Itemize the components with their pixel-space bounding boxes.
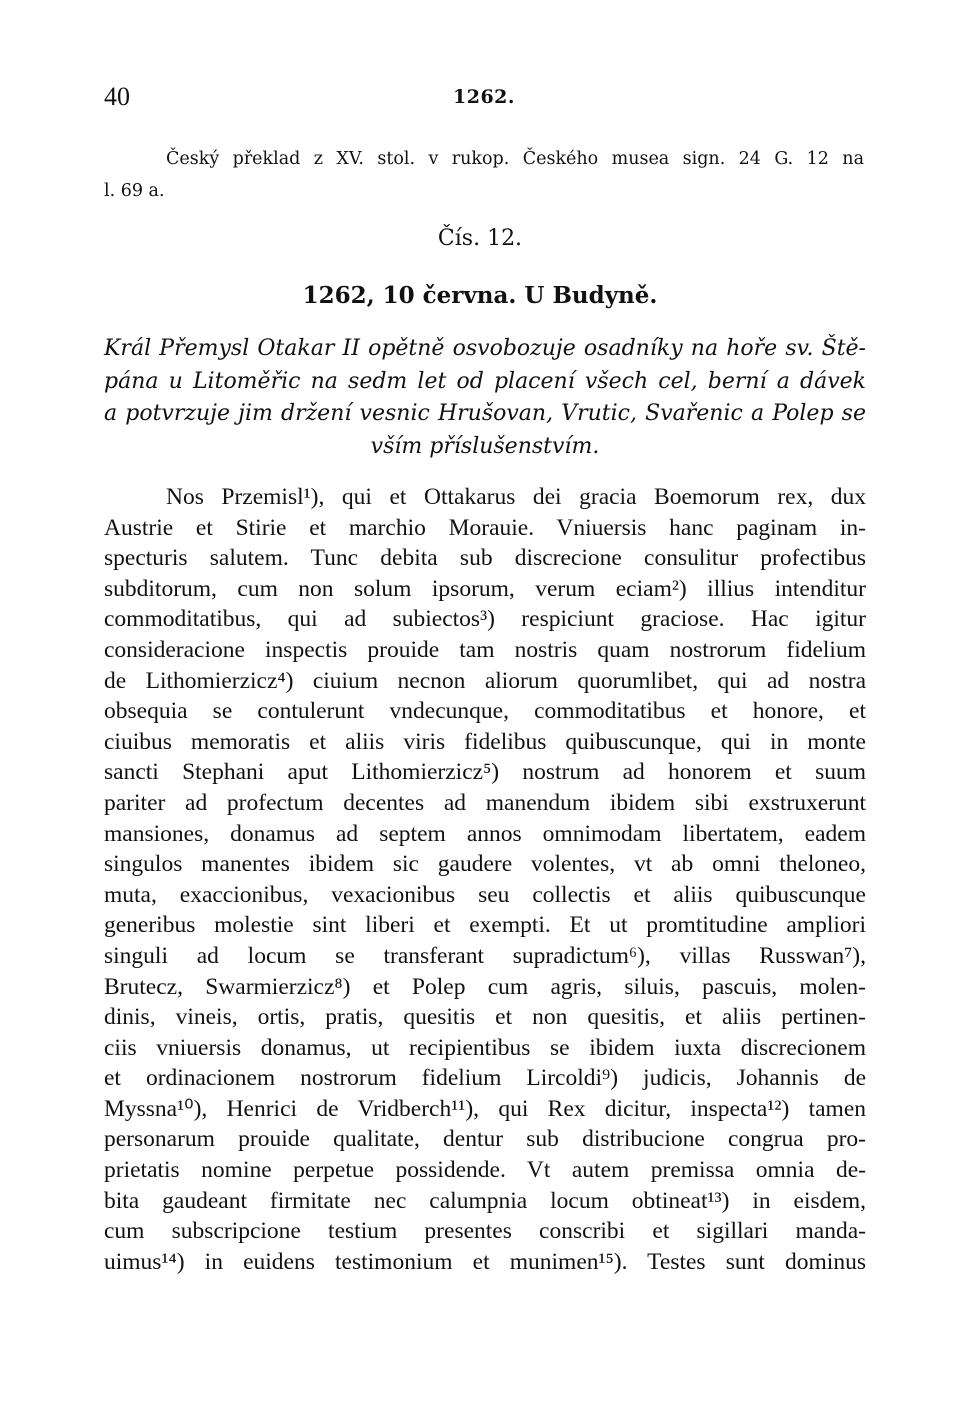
text-line: generibus molestie sint liberi et exempti. Et ut promtitudine ampliori	[104, 912, 866, 939]
regest-line: pána u Litoměřic na sedm let od placení všech cel, berní a dávek	[104, 368, 866, 394]
text-line: specturis salutem. Tunc debita sub discrecione consulitur profectibus	[104, 545, 866, 572]
text-line: uimus¹⁴) in euidens testimonium et munimen¹⁵). Testes sunt dominus	[104, 1248, 866, 1275]
text-line: et ordinacionem nostrorum fidelium Lircoldi⁹) judicis, Johannis de	[104, 1065, 866, 1092]
document-number: Čís. 12.	[437, 226, 523, 251]
text-line: Nos Przemisl¹), qui et Ottakarus dei gracia Boemorum rex, dux	[166, 484, 866, 510]
regest-line: vším příslušenstvím.	[370, 433, 600, 459]
text-line: dinis, vineis, ortis, pratis, quesitis et non quesitis, et aliis pertinen-	[104, 1004, 866, 1031]
text-line: singulos manentes ibidem sic gaudere volentes, vt ab omni theloneo,	[104, 851, 866, 878]
regest-line: Král Přemysl Otakar II opětně osvobozuje osadníky na hoře sv. Ště-	[104, 336, 866, 361]
text-line: ciis vniuersis donamus, ut recipientibus se ibidem iuxta discrecionem	[104, 1034, 866, 1061]
source-note	[104, 143, 864, 207]
charter-text	[104, 482, 866, 1277]
text-line: cum subscripcione testium presentes conscribi et sigillari manda-	[104, 1218, 866, 1245]
text-line: ciuibus memoratis et aliis viris fidelibus quibuscunque, qui in monte	[104, 728, 866, 755]
text-line: sancti Stephani aput Lithomierzicz⁵) nostrum ad honorem et suum	[104, 759, 866, 786]
text-line: subditorum, cum non solum ipsorum, verum eciam²) illius intenditur	[104, 575, 866, 602]
text-line: mansiones, donamus ad septem annos omnimodam libertatem, eadem	[104, 820, 866, 847]
source-note-line: l. 69 a.	[104, 181, 165, 201]
text-line: commoditatibus, qui ad subiectos³) respiciunt graciose. Hac igitur	[104, 606, 866, 633]
text-line: Brutecz, Swarmierzicz⁸) et Polep cum agris, siluis, pascuis, molen-	[104, 973, 866, 1000]
running-head: 1262.	[453, 86, 515, 108]
regest-line: a potvrzuje jim držení vesnic Hrušovan, Vrutic, Svařenic a Polep se	[104, 401, 866, 427]
text-line: Myssna¹⁰), Henrici de Vridberch¹¹), qui Rex dicitur, inspecta¹²) tamen	[104, 1095, 866, 1122]
text-line: personarum prouide qualitate, dentur sub distribucione congrua pro-	[104, 1126, 866, 1153]
text-line: prietatis nomine perpetue possidende. Vt autem premissa omnia de-	[104, 1157, 866, 1184]
page-number: 40	[104, 82, 130, 111]
document-date-heading: 1262, 10 června. U Budyně.	[302, 282, 658, 309]
text-line: obsequia se contulerunt vndecunque, commoditatibus et honore, et	[104, 698, 866, 725]
text-line: bita gaudeant firmitate nec calumpnia locum obtineat¹³) in eisdem,	[104, 1187, 866, 1214]
text-line: singuli ad locum se transferant supradictum⁶), villas Russwan⁷),	[104, 942, 866, 969]
text-line: muta, exaccionibus, vexacionibus seu collectis et aliis quibuscunque	[104, 881, 866, 908]
source-note-line: Český překlad z XV. stol. v rukop. Českého musea sign. 24 G. 12 na	[166, 149, 864, 169]
text-line: de Lithomierzicz⁴) ciuium necnon aliorum quorumlibet, qui ad nostra	[104, 667, 866, 694]
text-line: pariter ad profectum decentes ad manendum ibidem sibi exstruxerunt	[104, 789, 866, 816]
regest-summary	[104, 333, 866, 463]
text-line: Austrie et Stirie et marchio Morauie. Vniuersis hanc paginam in-	[104, 514, 866, 541]
text-line: consideracione inspectis prouide tam nostris quam nostrorum fidelium	[104, 636, 866, 663]
